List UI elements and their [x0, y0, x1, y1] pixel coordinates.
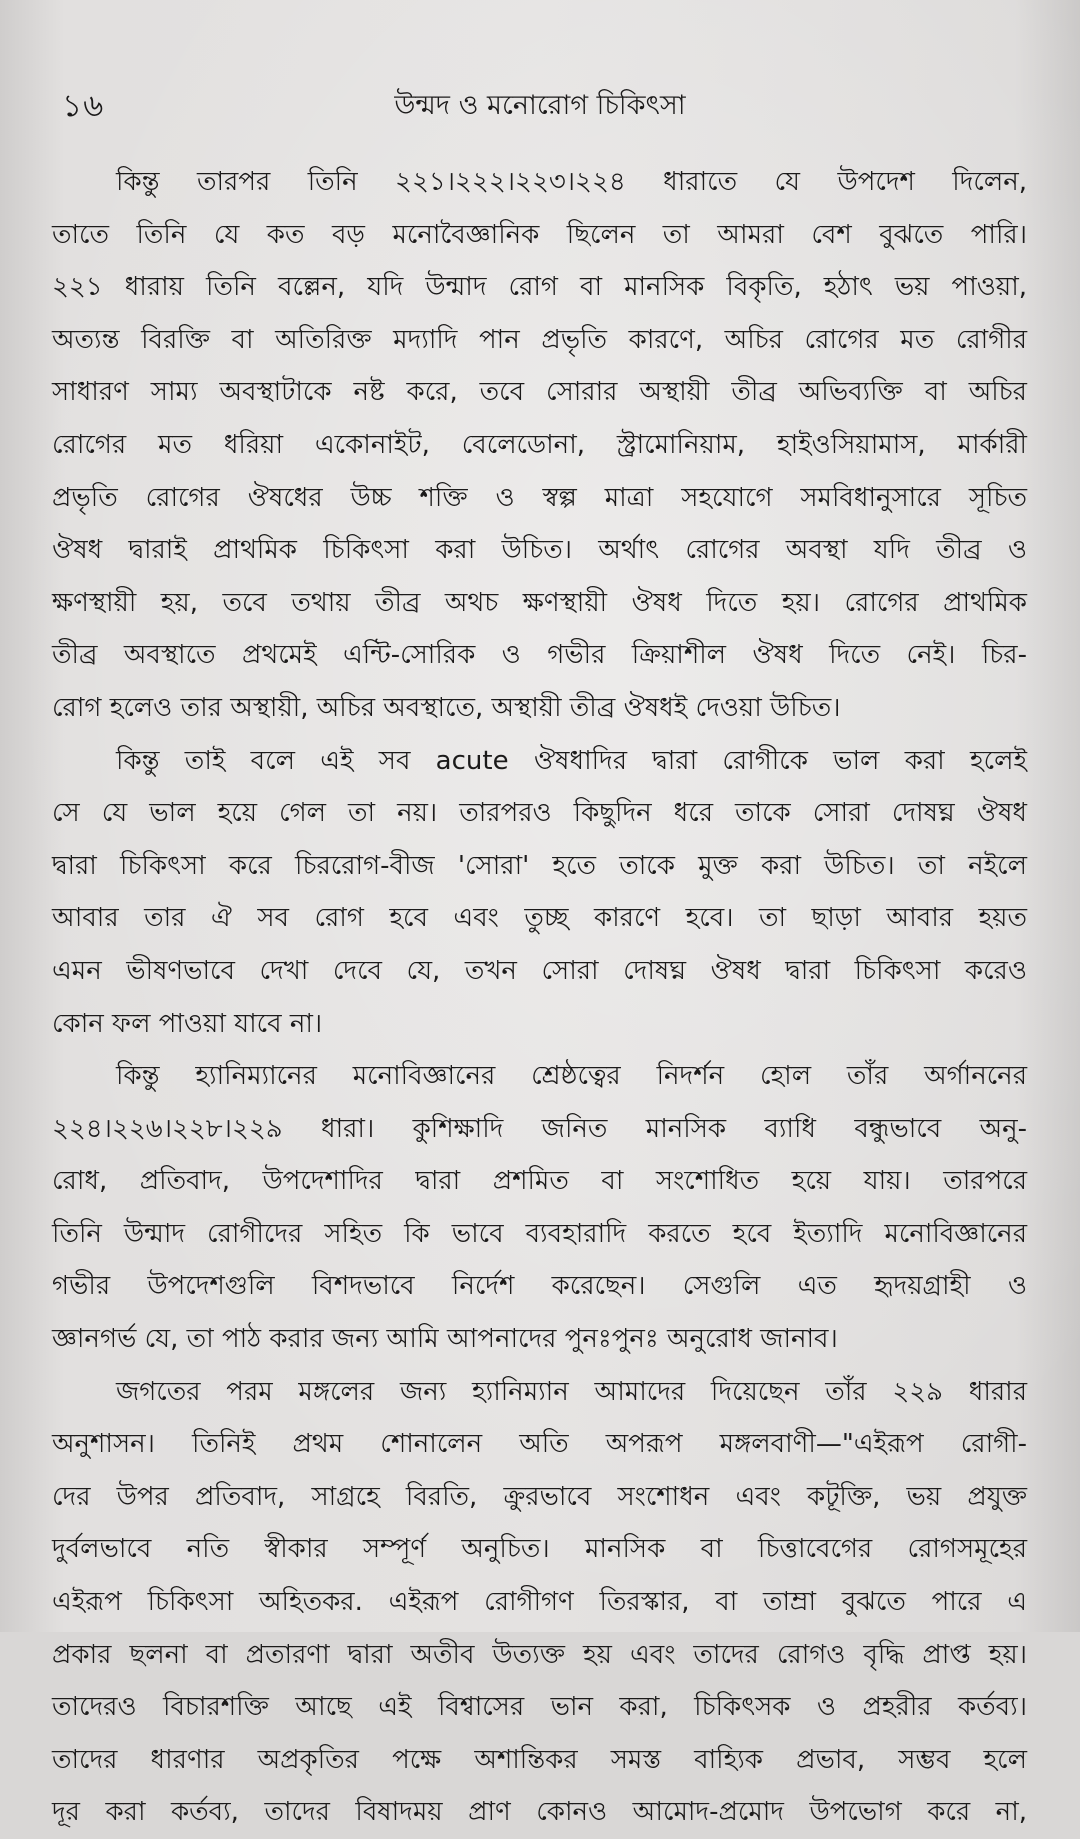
text-line: এইরূপ চিকিৎসা অহিতকর. এইরূপ রোগীগণ তিরস্কার, বা তাম্রা বুঝতে পারে এ	[52, 1587, 1027, 1618]
text-line: তাতে তিনি যে কত বড় মনোবৈজ্ঞানিক ছিলেন তা আমরা বেশ বুঝতে পারি।	[52, 219, 1027, 250]
text-line: দূর করা কর্তব্য, তাদের বিষাদময় প্রাণ কোনও আমোদ-প্রমোদ উপভোগ করে না,	[52, 1797, 1027, 1828]
text-line: প্রকার ছলনা বা প্রতারণা দ্বারা অতীব উত্যক্ত হয় এবং তাদের রোগও বৃদ্ধি প্রাপ্ত হয়।	[52, 1639, 1027, 1670]
text-line: তাদেরও বিচারশক্তি আছে এই বিশ্বাসের ভান করা, চিকিৎসক ও প্রহরীর কর্তব্য।	[52, 1692, 1027, 1723]
text-line: দের উপর প্রতিবাদ, সাগ্রহে বিরতি, ক্রুরভাবে সংশোধন এবং কটূক্তি, ভয় প্রযুক্ত	[52, 1481, 1027, 1512]
text-line: এমন ভীষণভাবে দেখা দেবে যে, তখন সোরা দোষঘ্ন ঔষধ দ্বারা চিকিৎসা করেও	[52, 955, 1027, 986]
text-line: গভীর উপদেশগুলি বিশদভাবে নির্দেশ করেছেন। সেগুলি এত হৃদয়গ্রাহী ও	[52, 1271, 1027, 1302]
page-header	[52, 82, 1028, 132]
text-line: সাধারণ সাম্য অবস্থাটাকে নষ্ট করে, তবে সোরার অস্থায়ী তীব্র অভিব্যক্তি বা অচির	[52, 377, 1027, 408]
text-line: তিনি উন্মাদ রোগীদের সহিত কি ভাবে ব্যবহারাদি করতে হবে ইত্যাদি মনোবিজ্ঞানের	[52, 1218, 1027, 1249]
text-line: কিন্তু হ্যানিম্যানের মনোবিজ্ঞানের শ্রেষ্ঠত্বের নিদর্শন হোল তাঁর অর্গাননের	[116, 1061, 1027, 1092]
page-number: ১৬	[62, 88, 105, 124]
running-title: উন্মদ ও মনোরোগ চিকিৎসা	[394, 90, 686, 121]
text-line: অত্যন্ত বিরক্তি বা অতিরিক্ত মদ্যাদি পান প্রভৃতি কারণে, অচির রোগের মত রোগীর	[52, 324, 1027, 355]
text-line: কিন্তু তাই বলে এই সব acute ঔষধাদির দ্বারা রোগীকে ভাল করা হলেই	[116, 745, 1027, 776]
text-line: দ্বারা চিকিৎসা করে চিররোগ-বীজ 'সোরা' হতে তাকে মুক্ত করা উচিত। তা নইলে	[52, 850, 1027, 881]
text-line: জগতের পরম মঙ্গলের জন্য হ্যানিম্যান আমাদের দিয়েছেন তাঁর ২২৯ ধারার	[116, 1376, 1027, 1407]
text-line: দুর্বলভাবে নতি স্বীকার সম্পূর্ণ অনুচিত। মানসিক বা চিত্তাবেগের রোগসমূহের	[52, 1534, 1027, 1565]
text-line: ২২৪।২২৬।২২৮।২২৯ ধারা। কুশিক্ষাদি জনিত মানসিক ব্যাধি বন্ধুভাবে অনু-	[52, 1113, 1027, 1144]
text-line: প্রভৃতি রোগের ঔষধের উচ্চ শক্তি ও স্বল্প মাত্রা সহযোগে সমবিধানুসারে সূচিত	[52, 482, 1027, 513]
text-line: কোন ফল পাওয়া যাবে না।	[52, 1008, 323, 1039]
text-line: রোধ, প্রতিবাদ, উপদেশাদির দ্বারা প্রশমিত বা সংশোধিত হয়ে যায়। তারপরে	[52, 1166, 1027, 1197]
text-line: আবার তার ঐ সব রোগ হবে এবং তুচ্ছ কারণে হবে। তা ছাড়া আবার হয়ত	[52, 903, 1027, 934]
body-text	[52, 156, 1027, 1839]
text-line: কিন্তু তারপর তিনি ২২১।২২২।২২৩।২২৪ ধারাতে যে উপদেশ দিলেন,	[116, 167, 1027, 197]
text-line: ঔষধ দ্বারাই প্রাথমিক চিকিৎসা করা উচিত। অর্থাৎ রোগের অবস্থা যদি তীব্র ও	[52, 535, 1027, 566]
text-line: তাদের ধারণার অপ্রকৃতির পক্ষে অশান্তিকর সমস্ত বাহ্যিক প্রভাব, সম্ভব হলে	[52, 1744, 1027, 1775]
text-line: সে যে ভাল হয়ে গেল তা নয়। তারপরও কিছুদিন ধরে তাকে সোরা দোষঘ্ন ঔষধ	[52, 798, 1027, 829]
text-line: রোগ হলেও তার অস্থায়ী, অচির অবস্থাতে, অস্থায়ী তীব্র ঔষধই দেওয়া উচিত।	[52, 692, 841, 723]
text-line: ২২১ ধারায় তিনি বল্লেন, যদি উন্মাদ রোগ বা মানসিক বিকৃতি, হঠাৎ ভয় পাওয়া,	[52, 272, 1027, 303]
text-line: অনুশাসন। তিনিই প্রথম শোনালেন অতি অপরূপ মঙ্গলবাণী—"এইরূপ রোগী-	[52, 1429, 1027, 1460]
text-line: রোগের মত ধরিয়া একোনাইট, বেলেডোনা, স্ট্রামোনিয়াম, হাইওসিয়ামাস, মার্কারী	[52, 429, 1027, 460]
text-line: ক্ষণস্থায়ী হয়, তবে তথায় তীব্র অথচ ক্ষণস্থায়ী ঔষধ দিতে হয়। রোগের প্রাথমিক	[52, 587, 1027, 618]
text-line: জ্ঞানগর্ভ যে, তা পাঠ করার জন্য আমি আপনাদের পুনঃপুনঃ অনুরোধ জানাব।	[52, 1324, 838, 1355]
text-line: তীব্র অবস্থাতে প্রথমেই এন্টি-সোরিক ও গভীর ক্রিয়াশীল ঔষধ দিতে নেই। চির-	[52, 640, 1027, 671]
